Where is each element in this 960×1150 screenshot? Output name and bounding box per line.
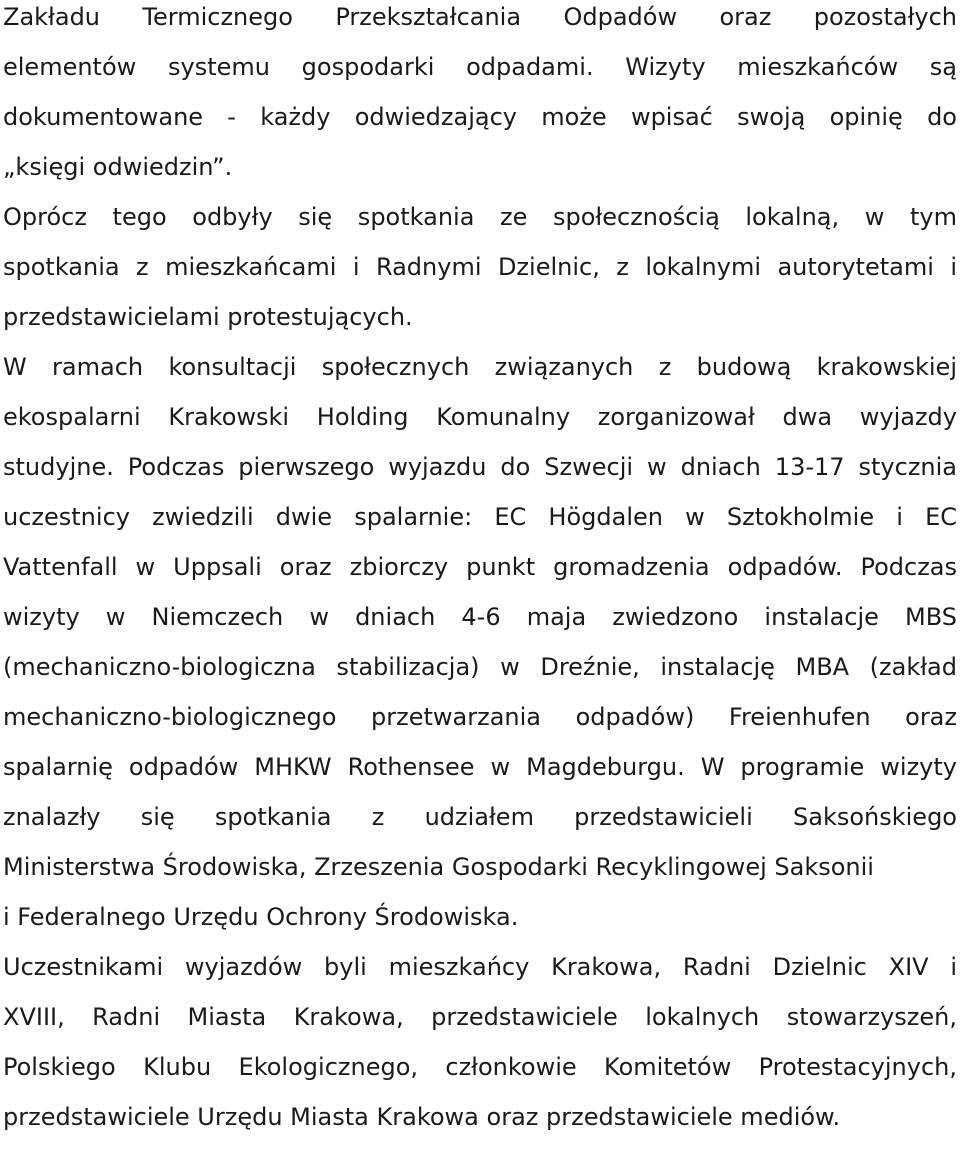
paragraph-wyjazdy-studyjne [3,350,957,950]
text-line: W ramach konsultacji społecznych związanych z budową krakowskiej [3,353,957,381]
text-line: mechaniczno-biologicznego przetwarzania odpadów) Freienhufen oraz [3,703,957,731]
text-line: znalazły się spotkania z udziałem przedstawicieli Saksońskiego [3,803,957,831]
text-line: i Federalnego Urzędu Ochrony Środowiska. [3,903,519,931]
text-line: Ministerstwa Środowiska, Zrzeszenia Gospodarki Recyklingowej Saksonii [3,853,874,881]
text-line: Polskiego Klubu Ekologicznego, członkowie Komitetów Protestacyjnych, [3,1053,957,1081]
text-line: Vattenfall w Uppsali oraz zbiorczy punkt gromadzenia odpadów. Podczas [3,553,957,581]
text-line: elementów systemu gospodarki odpadami. Wizyty mieszkańców są [3,53,957,81]
document-page [3,0,957,1150]
text-line: przedstawicielami protestujących. [3,303,413,331]
text-line: ekospalarni Krakowski Holding Komunalny zorganizował dwa wyjazdy [3,403,957,431]
text-line: spotkania z mieszkańcami i Radnymi Dzielnic, z lokalnymi autorytetami i [3,253,957,281]
text-line: spalarnię odpadów MHKW Rothensee w Magdeburgu. W programie wizyty [3,753,957,781]
text-line: (mechaniczno-biologiczna stabilizacja) w Dreźnie, instalację MBA (zakład [3,653,957,681]
text-line: Uczestnikami wyjazdów byli mieszkańcy Krakowa, Radni Dzielnic XIV i [3,953,957,981]
paragraph-uczestnicy-wyjazdow [3,950,957,1150]
text-line: studyjne. Podczas pierwszego wyjazdu do Szwecji w dniach 13-17 stycznia [3,453,957,481]
text-line: Zakładu Termicznego Przekształcania Odpadów oraz pozostałych [3,3,957,31]
text-line: wizyty w Niemczech w dniach 4-6 maja zwiedzono instalacje MBS [3,603,957,631]
text-line: XVIII, Radni Miasta Krakowa, przedstawiciele lokalnych stowarzyszeń, [3,1003,957,1031]
paragraph-zakladu-termicznego [3,0,957,200]
text-line: dokumentowane - każdy odwiedzający może wpisać swoją opinię do [3,103,957,131]
text-line: Oprócz tego odbyły się spotkania ze społecznością lokalną, w tym [3,203,957,231]
text-line: przedstawiciele Urzędu Miasta Krakowa oraz przedstawiciele mediów. [3,1103,841,1131]
text-line: uczestnicy zwiedzili dwie spalarnie: EC Högdalen w Sztokholmie i EC [3,503,957,531]
paragraph-spotkania-lokalne [3,200,957,350]
text-line: „księgi odwiedzin”. [3,153,233,181]
